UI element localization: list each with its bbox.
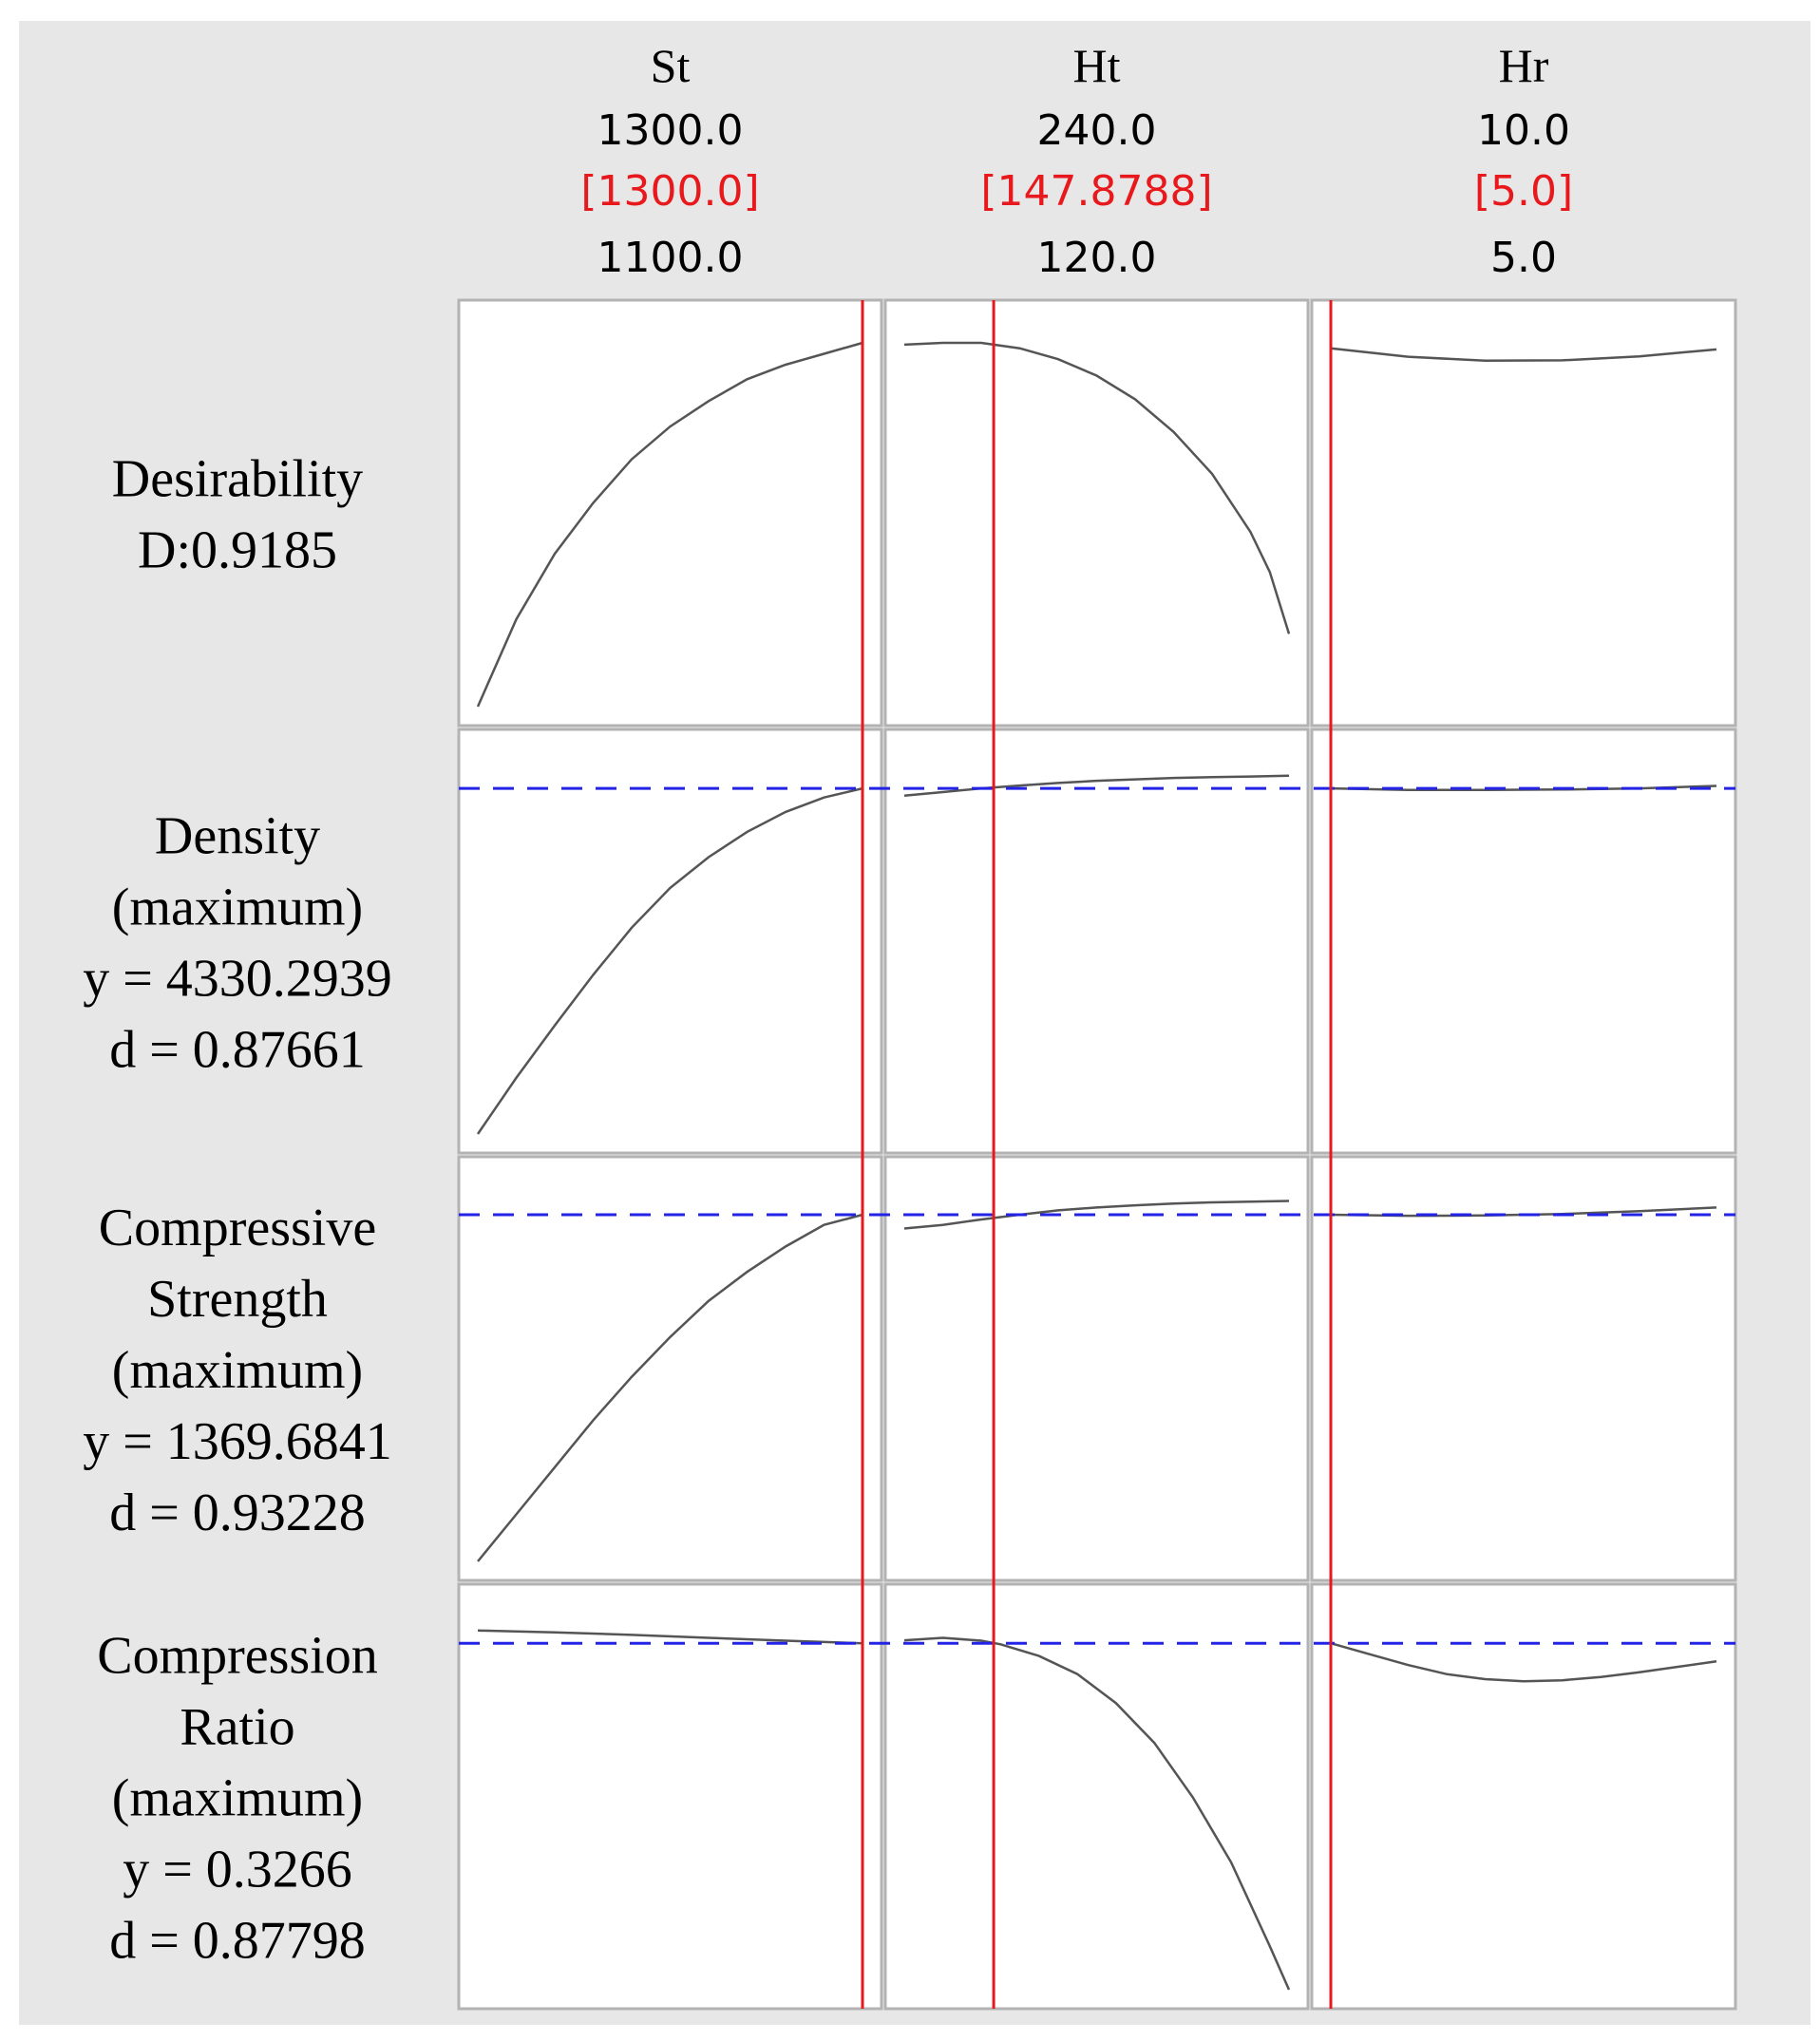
panel-r1-c0 (459, 729, 882, 1153)
panel-r2-c2 (1312, 1157, 1735, 1580)
factor-name-ht: Ht (1072, 39, 1121, 92)
factor-low-hr: 5.0 (1490, 234, 1557, 282)
factor-high-ht: 240.0 (1036, 106, 1157, 155)
response-label-r2-line0: Compressive (98, 1199, 377, 1257)
factor-current-hr: [5.0] (1473, 167, 1574, 216)
response-label-r3-line2: (maximum) (111, 1768, 364, 1828)
response-label-r2-line4: d = 0.93228 (109, 1484, 366, 1542)
panel-r1-c2 (1312, 729, 1735, 1153)
response-label-r2-line2: (maximum) (111, 1341, 364, 1400)
factor-low-st: 1100.0 (597, 234, 744, 282)
response-label-r0-line1: D:0.9185 (138, 520, 337, 580)
optimization-plot-frame (19, 21, 1811, 2025)
panel-r2-c0 (459, 1157, 882, 1580)
response-label-r1-line1: (maximum) (111, 878, 364, 937)
response-label-r3-line1: Ratio (180, 1697, 295, 1757)
panel-r0-c0 (459, 300, 882, 726)
factor-name-st: St (650, 39, 691, 92)
factor-current-st: [1300.0] (580, 167, 760, 216)
factor-high-st: 1300.0 (597, 106, 744, 155)
response-label-r1-line3: d = 0.87661 (109, 1020, 366, 1080)
panel-r3-c2 (1312, 1584, 1735, 2009)
optimization-plot (19, 21, 1811, 2025)
response-label-r3-line3: y = 0.3266 (123, 1840, 352, 1899)
response-label-r3-line4: d = 0.87798 (109, 1911, 366, 1971)
factor-high-hr: 10.0 (1477, 106, 1570, 155)
panel-r1-c1 (885, 729, 1308, 1153)
panel-r3-c0 (459, 1584, 882, 2009)
panel-r0-c2 (1312, 300, 1735, 726)
response-label-r3-line0: Compression (97, 1626, 378, 1686)
panel-r2-c1 (885, 1157, 1308, 1580)
factor-low-ht: 120.0 (1036, 234, 1157, 282)
response-label-r2-line1: Strength (147, 1270, 328, 1329)
panel-r3-c1 (885, 1584, 1308, 2009)
panel-r0-c1 (885, 300, 1308, 726)
response-label-r2-line3: y = 1369.6841 (83, 1412, 392, 1471)
factor-current-ht: [147.8788] (980, 167, 1213, 216)
response-label-r0-line0: Desirability (111, 449, 364, 509)
response-label-r1-line2: y = 4330.2939 (83, 949, 392, 1009)
factor-name-hr: Hr (1498, 39, 1549, 92)
response-label-r1-line0: Density (154, 806, 321, 866)
